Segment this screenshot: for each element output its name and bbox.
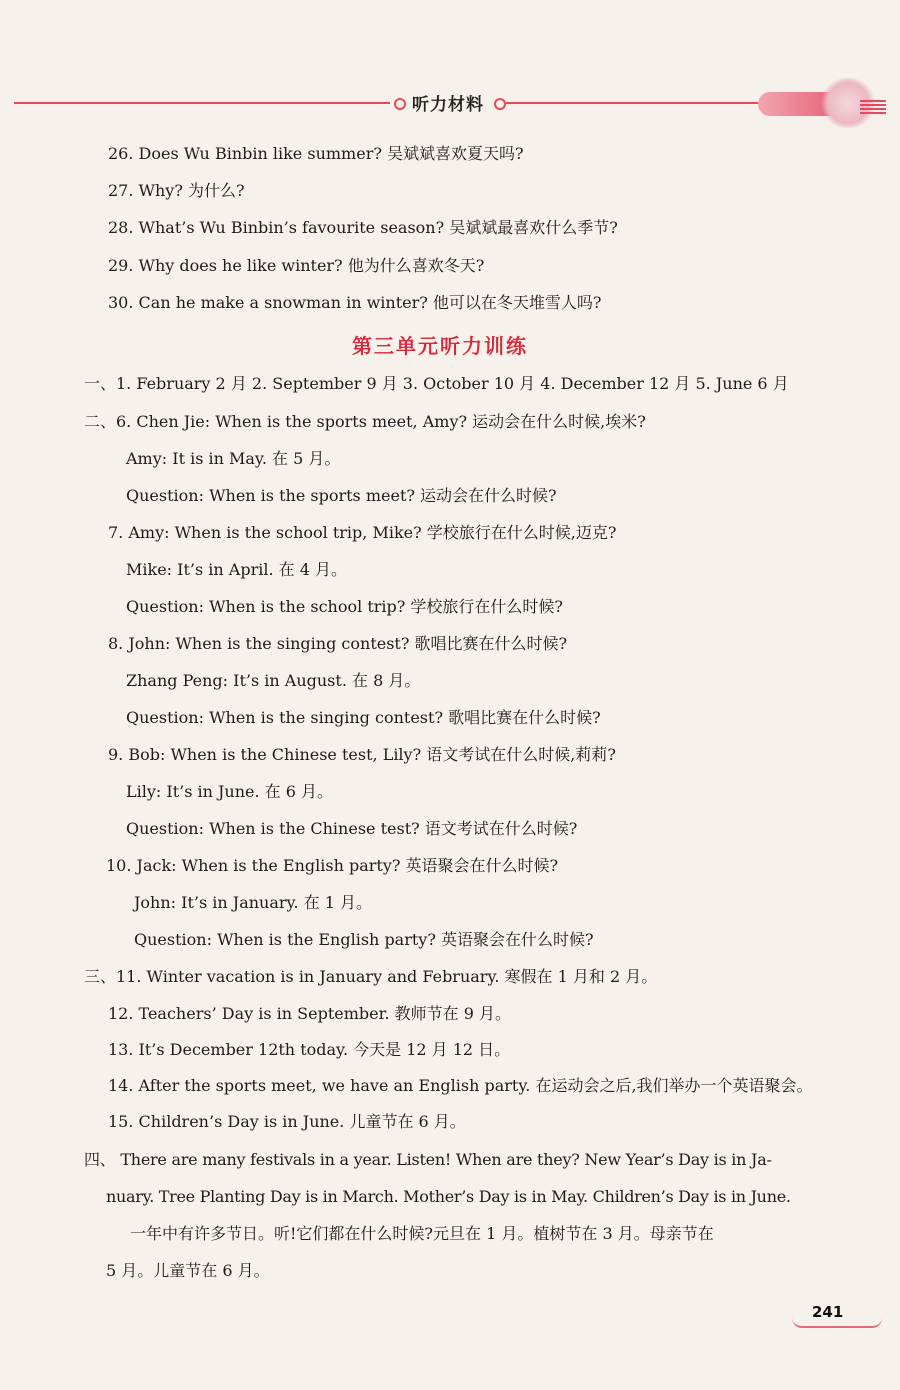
part-4-translation-line-2: 5 月。儿童节在 6 月。 [106, 1261, 270, 1280]
item-9-answer: Lily: It’s in June. 在 6 月。 [126, 782, 334, 801]
item-8-question: Question: When is the singing contest? 歌唱比赛在什么时候? [126, 708, 601, 727]
part-4-translation-line-1: 一年中有许多节日。听!它们都在什么时候?元旦在 1 月。植树节在 3 月。母亲节在 [130, 1224, 714, 1243]
item-8-answer: Zhang Peng: It’s in August. 在 8 月。 [126, 671, 421, 690]
part-4-passage-line-2: nuary. Tree Planting Day is in March. Mother’s Day is in May. Children’s Day is in June. [106, 1187, 791, 1206]
page-header [0, 78, 900, 138]
question-26: 26. Does Wu Binbin like summer? 吴斌斌喜欢夏天吗? [108, 144, 524, 163]
question-30: 30. Can he make a snowman in winter? 他可以在冬天堆雪人吗? [108, 293, 602, 312]
item-10-question: Question: When is the English party? 英语聚会在什么时候? [134, 930, 594, 949]
header-title: 听力材料 [412, 95, 484, 115]
item-10-dialogue: 10. Jack: When is the English party? 英语聚会在什么时候? [106, 856, 559, 875]
header-dot-right [494, 98, 506, 110]
item-9-question: Question: When is the Chinese test? 语文考试在什么时候? [126, 819, 578, 838]
item-15: 15. Children’s Day is in June. 儿童节在 6 月。 [108, 1112, 466, 1131]
item-7-question: Question: When is the school trip? 学校旅行在什么时候? [126, 597, 564, 616]
item-8-dialogue: 8. John: When is the singing contest? 歌唱比赛在什么时候? [108, 634, 568, 653]
question-27: 27. Why? 为什么? [108, 181, 245, 200]
part-3-item-11: 三、11. Winter vacation is in January and February. 寒假在 1 月和 2 月。 [84, 967, 658, 986]
item-12: 12. Teachers’ Day is in September. 教师节在 9 月。 [108, 1004, 512, 1023]
page-number: 241 [812, 1303, 844, 1321]
part-1-answers: 一、1. February 2 月 2. September 9 月 3. October 10 月 4. December 12 月 5. June 6 月 [84, 374, 789, 393]
item-14: 14. After the sports meet, we have an English party. 在运动会之后,我们举办一个英语聚会。 [108, 1076, 813, 1095]
item-13: 13. It’s December 12th today. 今天是 12 月 12 日。 [108, 1040, 511, 1059]
item-7-answer: Mike: It’s in April. 在 4 月。 [126, 560, 347, 579]
header-rule-left [14, 102, 390, 104]
part-2-item-6-dialogue: 二、6. Chen Jie: When is the sports meet, Amy? 运动会在什么时候,埃米? [84, 412, 646, 431]
question-29: 29. Why does he like winter? 他为什么喜欢冬天? [108, 256, 485, 275]
part-4-passage-line-1: 四、 There are many festivals in a year. Listen! When are they? New Year’s Day is in Ja- [84, 1150, 772, 1169]
question-28: 28. What’s Wu Binbin’s favourite season? 吴斌斌最喜欢什么季节? [108, 218, 618, 237]
header-dot-left [394, 98, 406, 110]
section-title: 第三单元听力训练 [352, 334, 528, 358]
header-stripes-icon [860, 100, 886, 114]
header-rule-right [506, 102, 764, 104]
item-10-answer: John: It’s in January. 在 1 月。 [134, 893, 372, 912]
item-6-answer: Amy: It is in May. 在 5 月。 [126, 449, 341, 468]
item-7-dialogue: 7. Amy: When is the school trip, Mike? 学校旅行在什么时候,迈克? [108, 523, 617, 542]
item-6-question: Question: When is the sports meet? 运动会在什么时候? [126, 486, 557, 505]
item-9-dialogue: 9. Bob: When is the Chinese test, Lily? 语文考试在什么时候,莉莉? [108, 745, 616, 764]
